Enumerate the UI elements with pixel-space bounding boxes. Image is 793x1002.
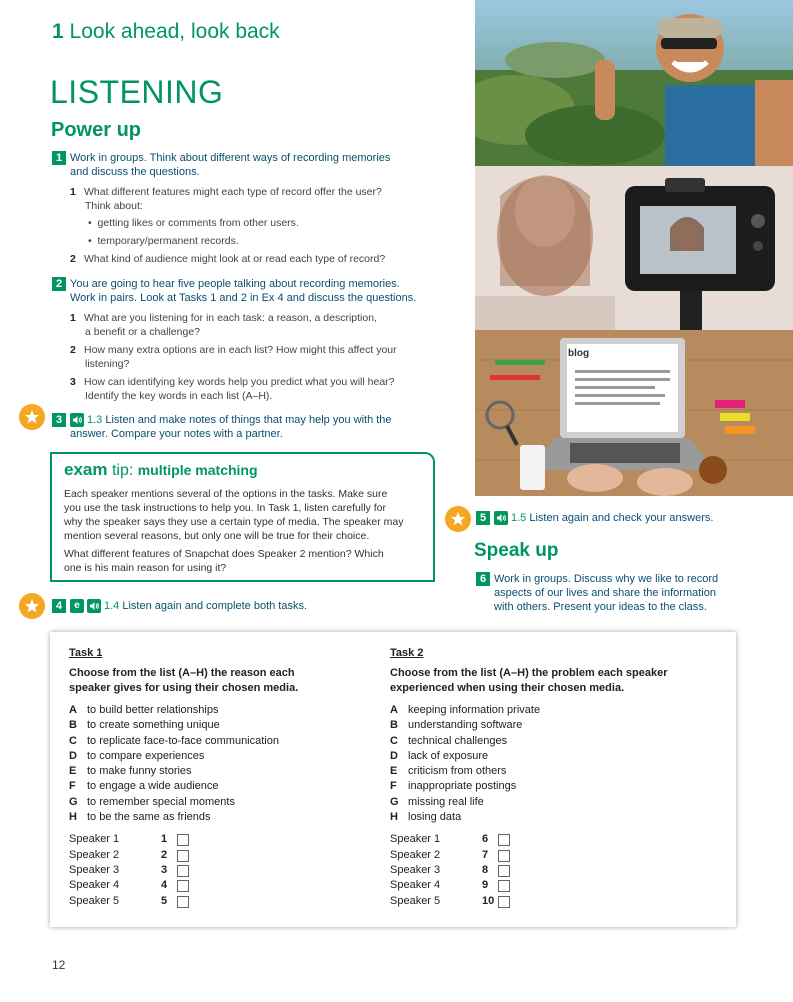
- task-2-title: Task 2: [390, 647, 424, 659]
- speaker-label: Speaker 2: [390, 848, 441, 861]
- camera-photo: [475, 166, 793, 330]
- exercise-6-instruction-3: with others. Present your ideas to the class.: [494, 601, 707, 613]
- exam-tip-question: What different features of Snapchat does Speaker 2 mention? Which: [64, 548, 384, 560]
- option-item: [390, 703, 720, 718]
- audio-icon[interactable]: [87, 599, 101, 613]
- answer-checkbox[interactable]: [498, 880, 510, 892]
- exercise-number: 4: [52, 599, 66, 613]
- bullet-item: • temporary/permanent records.: [88, 235, 239, 247]
- option-letter: E: [69, 765, 77, 778]
- option-item: [69, 734, 369, 749]
- option-letter: D: [69, 749, 77, 762]
- option-letter: E: [390, 765, 398, 778]
- task-desc-line: speaker gives for using their chosen media.: [69, 682, 299, 694]
- exercise-4: [52, 599, 307, 613]
- answer-number: 8: [482, 863, 489, 876]
- powerup-heading: Power up: [51, 119, 142, 141]
- exercise-6-instruction: Work in groups. Discuss why we like to record: [494, 573, 719, 585]
- exercise-2: [52, 277, 400, 291]
- option-text: technical challenges: [408, 734, 508, 747]
- task-2-answers: [390, 832, 720, 908]
- question-number: 2: [70, 253, 76, 265]
- audio-icon[interactable]: [494, 511, 508, 525]
- exercise-4-instruction: Listen again and complete both tasks.: [122, 600, 308, 612]
- exam-tip-question: one is his main reason for using it?: [64, 562, 227, 574]
- question-number: 3: [70, 376, 76, 388]
- exercise-number: 5: [476, 511, 490, 525]
- speaker-label: Speaker 2: [69, 848, 120, 861]
- star-icon: [445, 506, 471, 532]
- answer-checkbox[interactable]: [498, 865, 510, 877]
- question-text: How many extra options are in each list? How might this affect your: [84, 344, 397, 356]
- option-item: [69, 810, 369, 825]
- exercise-3-instruction: Listen and make notes of things that may help you with the: [105, 414, 392, 426]
- option-text: to build better relationships: [87, 704, 219, 716]
- bullet-text: temporary/permanent records.: [97, 235, 239, 247]
- question-number: 1: [70, 186, 76, 198]
- answer-number: 2: [161, 848, 168, 861]
- e-icon[interactable]: e: [70, 599, 84, 613]
- option-text: missing real life: [408, 795, 484, 808]
- exercise-1-instruction-2: and discuss the questions.: [70, 166, 200, 178]
- option-item: [69, 779, 369, 794]
- option-text: to make funny stories: [87, 765, 192, 778]
- answer-row: [69, 863, 369, 878]
- task-2-options: [390, 703, 720, 825]
- answer-number: 1: [161, 833, 168, 846]
- answer-number: 3: [161, 863, 168, 876]
- option-text: to create something unique: [87, 719, 220, 732]
- track-number: 1.4: [104, 600, 120, 612]
- exam-tip-line: mention several reasons, but only one will be true for their choice.: [64, 530, 370, 542]
- option-letter: B: [390, 719, 398, 732]
- option-letter: F: [390, 780, 397, 793]
- option-text: keeping information private: [408, 704, 541, 716]
- question-1-1: [70, 185, 382, 199]
- question-2-1-line2: a benefit or a challenge?: [85, 326, 201, 338]
- option-letter: A: [390, 704, 398, 716]
- answer-number: 6: [482, 833, 489, 846]
- question-text: How can identifying key words help you predict what you will hear?: [84, 376, 395, 388]
- question-2-2: [70, 343, 397, 357]
- track-number: 1.3: [87, 414, 103, 426]
- blog-label: blog: [568, 348, 590, 359]
- question-1-2: [70, 252, 385, 266]
- exercise-1: [52, 151, 390, 165]
- answer-row: [69, 878, 369, 893]
- question-text: What different features might each type of record offer the user?: [84, 186, 382, 198]
- exam-word: exam: [64, 460, 108, 479]
- exercise-number: 3: [52, 413, 66, 427]
- answer-row: [69, 848, 369, 863]
- option-item: [69, 749, 369, 764]
- question-2-3: [70, 375, 395, 389]
- task-1: [69, 647, 369, 909]
- answer-row: [69, 894, 369, 909]
- option-item: [69, 795, 369, 810]
- exercise-2-instruction-2: Work in pairs. Look at Tasks 1 and 2 in Ex 4 and discuss the questions.: [70, 292, 417, 304]
- exam-tip-line: Each speaker mentions several of the options in the tasks. Make sure: [64, 488, 388, 500]
- option-text: to be the same as friends: [87, 811, 211, 824]
- option-letter: D: [390, 749, 398, 762]
- unit-title-text: Look ahead, look back: [69, 20, 280, 43]
- star-icon: [19, 404, 45, 430]
- exercise-2-instruction: You are going to hear five people talking about recording memories.: [70, 278, 400, 290]
- option-letter: H: [390, 811, 398, 824]
- exam-tip-title: [64, 460, 258, 480]
- answer-checkbox[interactable]: [498, 896, 510, 908]
- option-letter: G: [390, 795, 399, 808]
- answer-row: [390, 894, 720, 909]
- answer-number: 10: [482, 894, 495, 907]
- task-1-title: Task 1: [69, 647, 103, 659]
- question-2-2-line2: listening?: [85, 358, 130, 370]
- bullet-text: getting likes or comments from other users.: [97, 217, 299, 229]
- option-item: [390, 718, 720, 733]
- speakup-heading: Speak up: [474, 540, 559, 561]
- task-2-description: [390, 666, 720, 696]
- task-1-answers: [69, 832, 369, 908]
- option-item: [390, 779, 720, 794]
- tip-word: tip:: [111, 462, 134, 479]
- option-text: understanding software: [408, 719, 523, 732]
- option-text: to replicate face-to-face communication: [87, 734, 279, 747]
- track-number: 1.5: [511, 512, 527, 524]
- speaker-label: Speaker 3: [390, 863, 441, 876]
- exercise-number: 6: [476, 572, 490, 586]
- exercise-5-instruction: Listen again and check your answers.: [529, 512, 714, 524]
- option-item: [390, 734, 720, 749]
- option-text: to engage a wide audience: [87, 780, 219, 793]
- exercise-1-instruction: Work in groups. Think about different ways of recording memories: [70, 152, 391, 164]
- answer-checkbox[interactable]: [177, 896, 189, 908]
- blog-laptop-photo: [475, 330, 793, 496]
- answer-checkbox[interactable]: [498, 850, 510, 862]
- task-desc-line: Choose from the list (A–H) the problem each speaker: [390, 667, 668, 679]
- audio-icon[interactable]: [70, 413, 84, 427]
- task-desc-line: experienced when using their chosen media.: [390, 682, 625, 694]
- section-title: LISTENING: [50, 74, 224, 110]
- answer-checkbox[interactable]: [177, 850, 189, 862]
- option-item: [69, 718, 369, 733]
- option-letter: A: [69, 704, 77, 716]
- option-item: [69, 703, 369, 718]
- answer-row: [69, 832, 369, 847]
- speaker-label: Speaker 4: [390, 879, 441, 892]
- exam-tip-line: why the speaker says they use a certain type of media. The speaker may: [64, 516, 404, 528]
- question-number: 1: [70, 312, 76, 324]
- answer-checkbox[interactable]: [177, 880, 189, 892]
- exam-tip-line: you use the task instructions to help you. In Task 1, listen carefully for: [64, 502, 386, 514]
- exam-tip-topic: multiple matching: [137, 462, 258, 478]
- unit-title: [52, 20, 280, 44]
- star-icon: [19, 593, 45, 619]
- option-item: [390, 810, 720, 825]
- option-text: to remember special moments: [87, 795, 235, 808]
- option-letter: C: [390, 734, 398, 747]
- speaker-label: Speaker 3: [69, 863, 120, 876]
- option-item: [390, 749, 720, 764]
- exercise-5: [476, 511, 713, 525]
- answer-row: [390, 878, 720, 893]
- unit-number: 1: [52, 20, 64, 43]
- exercise-number: 2: [52, 277, 66, 291]
- speaker-label: Speaker 1: [69, 833, 120, 846]
- answer-checkbox[interactable]: [177, 834, 189, 846]
- question-1-1-line2: Think about:: [85, 200, 143, 212]
- option-text: criticism from others: [408, 765, 507, 778]
- answer-number: 5: [161, 894, 168, 907]
- option-text: lack of exposure: [408, 749, 489, 762]
- answer-checkbox[interactable]: [177, 865, 189, 877]
- exercise-6: [476, 572, 718, 586]
- speaker-label: Speaker 1: [390, 833, 441, 846]
- option-item: [390, 795, 720, 810]
- option-item: [69, 764, 369, 779]
- exercise-number: 1: [52, 151, 66, 165]
- speaker-label: Speaker 5: [390, 894, 441, 907]
- option-letter: B: [69, 719, 77, 732]
- page-number: 12: [52, 958, 66, 972]
- option-letter: H: [69, 811, 77, 824]
- option-text: losing data: [408, 811, 462, 824]
- answer-row: [390, 832, 720, 847]
- option-letter: C: [69, 734, 77, 747]
- speaker-label: Speaker 4: [69, 879, 120, 892]
- option-letter: F: [69, 780, 76, 793]
- bullet-item: • getting likes or comments from other users.: [88, 217, 299, 229]
- question-number: 2: [70, 344, 76, 356]
- option-text: to compare experiences: [87, 749, 205, 762]
- task-desc-line: Choose from the list (A–H) the reason each: [69, 667, 295, 679]
- task-1-description: [69, 666, 369, 696]
- option-item: [390, 764, 720, 779]
- answer-checkbox[interactable]: [498, 834, 510, 846]
- exercise-3: [52, 413, 392, 427]
- task-2: [390, 647, 720, 909]
- task-1-options: [69, 703, 369, 825]
- question-2-1: [70, 311, 377, 325]
- exercise-6-instruction-2: aspects of our lives and share the information: [494, 587, 716, 599]
- question-text: What are you listening for in each task: a reason, a description,: [84, 312, 377, 324]
- question-text: What kind of audience might look at or read each type of record?: [84, 253, 386, 265]
- question-2-3-line2: Identify the key words in each list (A–H).: [85, 390, 273, 402]
- speaker-label: Speaker 5: [69, 894, 120, 907]
- answer-row: [390, 848, 720, 863]
- answer-number: 9: [482, 879, 489, 892]
- answer-number: 4: [161, 879, 168, 892]
- answer-row: [390, 863, 720, 878]
- selfie-photo: [475, 0, 793, 166]
- exercise-3-instruction-2: answer. Compare your notes with a partner.: [70, 428, 283, 440]
- exam-tip-body: [64, 487, 426, 575]
- option-letter: G: [69, 795, 78, 808]
- answer-number: 7: [482, 848, 489, 861]
- option-text: inappropriate postings: [408, 780, 517, 793]
